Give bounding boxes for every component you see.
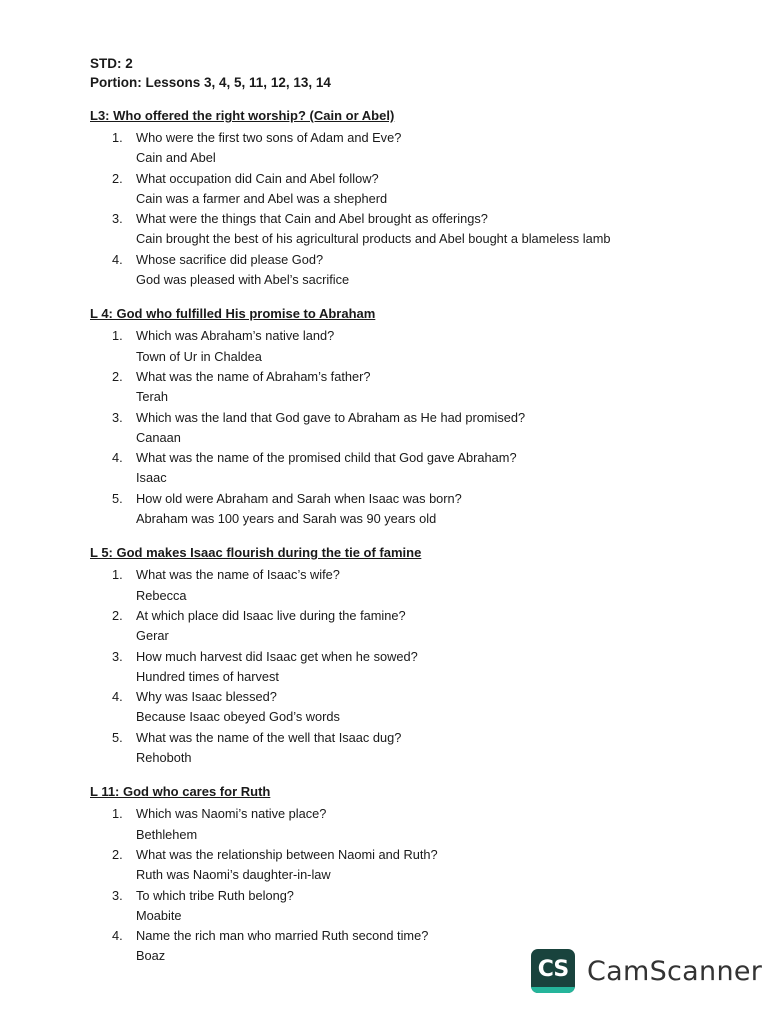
answer-text: Hundred times of harvest bbox=[136, 668, 279, 684]
answer-text: Rehoboth bbox=[136, 750, 192, 766]
question-text: What occupation did Cain and Abel follow? bbox=[136, 170, 379, 186]
list-item bbox=[90, 326, 730, 367]
answer-text: Isaac bbox=[136, 470, 167, 486]
answer-text: Gerar bbox=[136, 628, 169, 644]
list-item bbox=[90, 606, 730, 647]
list-item bbox=[90, 804, 730, 845]
lesson-title: L 11: God who cares for Ruth bbox=[90, 784, 271, 800]
list-item bbox=[90, 408, 730, 449]
question-text: Which was Naomi’s native place? bbox=[136, 806, 327, 822]
camscanner-logo-icon bbox=[531, 949, 575, 993]
item-number: 2. bbox=[112, 170, 123, 186]
question-text: How old were Abraham and Sarah when Isaac was born? bbox=[136, 490, 462, 506]
list-item bbox=[90, 367, 730, 408]
list-item bbox=[90, 565, 730, 606]
item-number: 1. bbox=[112, 567, 123, 583]
item-number: 3. bbox=[112, 211, 123, 227]
list-item bbox=[90, 728, 730, 769]
list-item bbox=[90, 845, 730, 886]
list-item bbox=[90, 448, 730, 489]
list-item bbox=[90, 489, 730, 530]
item-number: 2. bbox=[112, 368, 123, 384]
list-item bbox=[90, 687, 730, 728]
question-list bbox=[90, 565, 730, 768]
item-number: 2. bbox=[112, 607, 123, 623]
question-text: What was the name of Abraham’s father? bbox=[136, 368, 371, 384]
item-number: 4. bbox=[112, 450, 123, 466]
item-number: 3. bbox=[112, 648, 123, 664]
question-text: Which was the land that God gave to Abraham as He had promised? bbox=[136, 409, 526, 425]
list-item bbox=[90, 886, 730, 927]
list-item bbox=[90, 250, 730, 291]
item-number: 2. bbox=[112, 846, 123, 862]
item-number: 4. bbox=[112, 251, 123, 267]
question-text: How much harvest did Isaac get when he sowed? bbox=[136, 648, 418, 664]
answer-text: God was pleased with Abel’s sacrifice bbox=[136, 272, 350, 288]
question-text: What was the relationship between Naomi and Ruth? bbox=[136, 846, 438, 862]
question-text: Who were the first two sons of Adam and Eve? bbox=[136, 130, 402, 145]
std-heading: STD: 2 bbox=[90, 56, 133, 71]
lesson-section bbox=[90, 544, 730, 768]
item-number: 4. bbox=[112, 689, 123, 705]
question-text: What was the name of the promised child that God gave Abraham? bbox=[136, 450, 517, 466]
lesson-section bbox=[90, 783, 730, 966]
logo-text: CS bbox=[537, 956, 569, 982]
camscanner-watermark bbox=[531, 949, 762, 993]
question-text: What was the name of Isaac’s wife? bbox=[136, 567, 340, 583]
question-text: Why was Isaac blessed? bbox=[136, 689, 277, 705]
document-page bbox=[90, 54, 730, 967]
question-list bbox=[90, 128, 730, 290]
question-text: To which tribe Ruth belong? bbox=[136, 887, 294, 903]
answer-text: Because Isaac obeyed God’s words bbox=[136, 709, 340, 725]
answer-text: Ruth was Naomi’s daughter-in-law bbox=[136, 867, 331, 883]
answer-text: Rebecca bbox=[136, 587, 187, 603]
item-number: 5. bbox=[112, 729, 123, 745]
answer-text: Town of Ur in Chaldea bbox=[136, 348, 262, 364]
answer-text: Boaz bbox=[136, 948, 166, 964]
question-text: What were the things that Cain and Abel brought as offerings? bbox=[136, 211, 488, 227]
question-text: At which place did Isaac live during the famine? bbox=[136, 607, 406, 623]
list-item bbox=[90, 169, 730, 210]
list-item bbox=[90, 128, 730, 169]
answer-text: Cain and Abel bbox=[136, 150, 216, 166]
item-number: 1. bbox=[112, 806, 123, 822]
item-number: 3. bbox=[112, 887, 123, 903]
list-item bbox=[90, 647, 730, 688]
question-text: Which was Abraham’s native land? bbox=[136, 328, 335, 344]
answer-text: Cain was a farmer and Abel was a shepherd bbox=[136, 190, 388, 206]
lesson-title: L 4: God who fulfilled His promise to Abraham bbox=[90, 306, 376, 322]
item-number: 1. bbox=[112, 130, 123, 145]
answer-text: Bethlehem bbox=[136, 826, 198, 842]
question-text: Whose sacrifice did please God? bbox=[136, 251, 324, 267]
question-list bbox=[90, 804, 730, 966]
item-number: 3. bbox=[112, 409, 123, 425]
item-number: 5. bbox=[112, 490, 123, 506]
brand-name: CamScanner bbox=[587, 955, 763, 987]
item-number: 1. bbox=[112, 328, 123, 344]
answer-text: Moabite bbox=[136, 907, 182, 923]
lesson-title: L3: Who offered the right worship? (Cain or Abel) bbox=[90, 108, 395, 123]
answer-text: Terah bbox=[136, 389, 169, 405]
answer-text: Cain brought the best of his agricultural products and Abel bought a blameless lamb bbox=[136, 231, 611, 247]
item-number: 4. bbox=[112, 928, 123, 944]
answer-text: Abraham was 100 years and Sarah was 90 years old bbox=[136, 511, 437, 527]
question-list bbox=[90, 326, 730, 529]
portion-heading: Portion: Lessons 3, 4, 5, 11, 12, 13, 14 bbox=[90, 75, 331, 90]
answer-text: Canaan bbox=[136, 429, 181, 445]
lesson-title: L 5: God makes Isaac flourish during the tie of famine bbox=[90, 545, 422, 561]
lesson-section bbox=[90, 107, 730, 290]
lesson-section bbox=[90, 305, 730, 529]
question-text: Name the rich man who married Ruth second time? bbox=[136, 928, 429, 944]
list-item bbox=[90, 209, 730, 250]
question-text: What was the name of the well that Isaac dug? bbox=[136, 729, 402, 745]
